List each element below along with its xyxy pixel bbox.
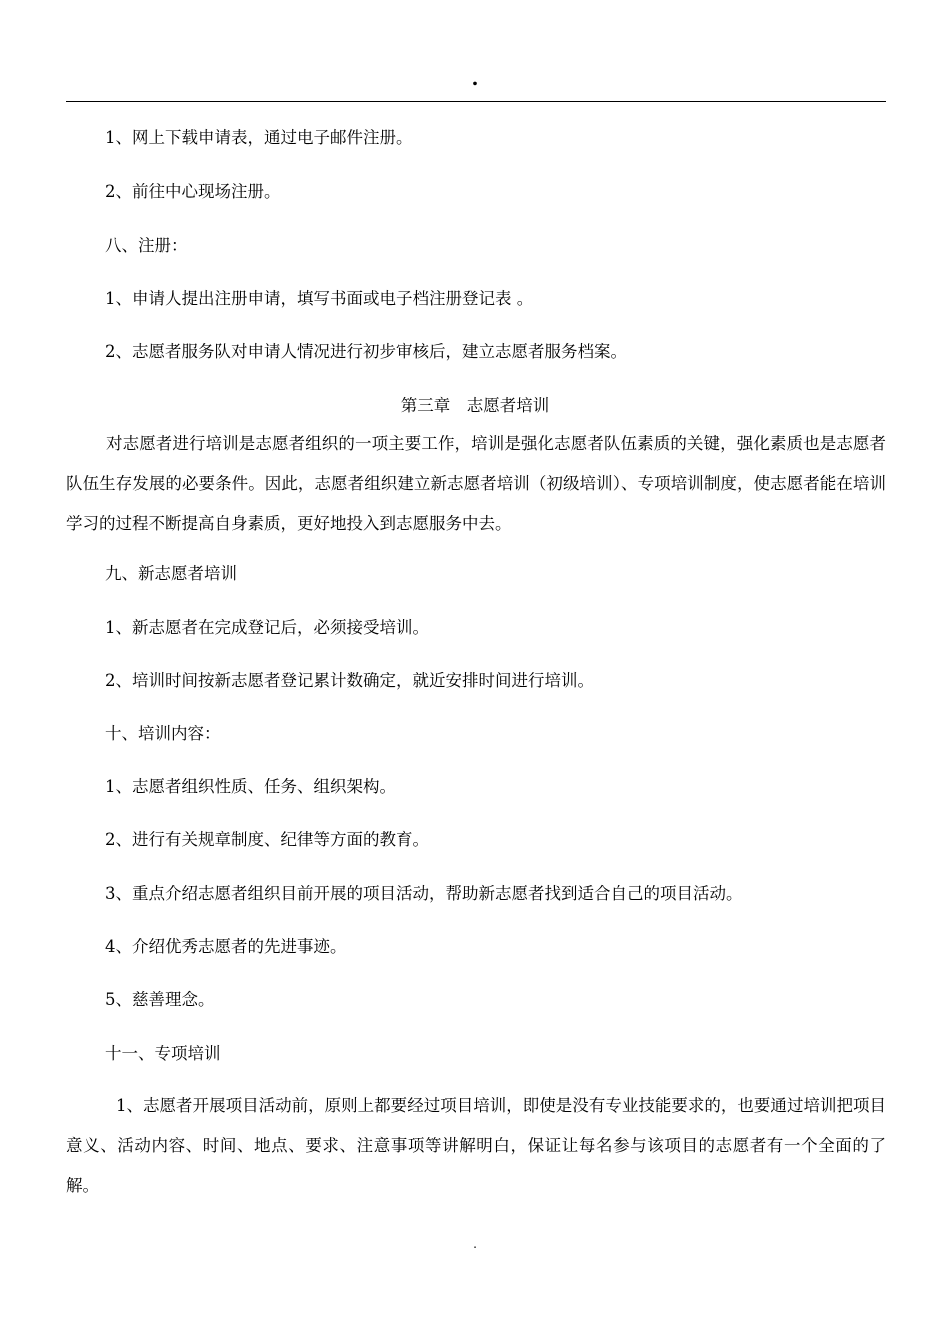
list-item: 3、重点介绍志愿者组织目前开展的项目活动，帮助新志愿者找到适合自己的项目活动。 — [105, 884, 743, 903]
section-heading-8: 八、注册： — [105, 236, 188, 255]
list-item: 1、新志愿者在完成登记后，必须接受培训。 — [105, 618, 429, 637]
list-item: 2、前往中心现场注册。 — [105, 182, 281, 201]
footer-dot: . — [473, 1237, 477, 1251]
list-item: 2、进行有关规章制度、纪律等方面的教育。 — [105, 830, 429, 849]
list-item: 2、培训时间按新志愿者登记累计数确定，就近安排时间进行培训。 — [105, 671, 594, 690]
chapter-title: 第三章 志愿者培训 — [400, 396, 550, 415]
special-training-paragraph: 1、志愿者开展项目活动前，原则上都要经过项目培训，即使是没有专业技能要求的，也要通过培训把项目意义、活动内容、时间、地点、要求、注意事项等讲解明白，保证让每名参与该项目的志愿者有一个全面的了解。 — [66, 1096, 886, 1195]
header-rule — [66, 101, 886, 102]
list-item: 5、慈善理念。 — [105, 990, 215, 1009]
chapter-intro-paragraph: 对志愿者进行培训是志愿者组织的一项主要工作，培训是强化志愿者队伍素质的关键，强化素质也是志愿者队伍生存发展的必要条件。因此，志愿者组织建立新志愿者培训（初级培训）、专项培训制度，使志愿者能在培训学习的过程不断提高自身素质，更好地投入到志愿服务中去。 — [66, 434, 886, 533]
list-item: 1、志愿者组织性质、任务、组织架构。 — [105, 777, 396, 796]
list-item: 1、申请人提出注册申请，填写书面或电子档注册登记表 。 — [105, 289, 534, 308]
list-item: 4、介绍优秀志愿者的先进事迹。 — [105, 937, 347, 956]
list-item: 1、网上下载申请表，通过电子邮件注册。 — [105, 128, 413, 147]
section-heading-10: 十、培训内容： — [105, 724, 221, 743]
section-heading-9: 九、新志愿者培训 — [105, 564, 237, 583]
section-heading-11: 十一、专项培训 — [105, 1044, 221, 1063]
list-item: 2、志愿者服务队对申请人情况进行初步审核后，建立志愿者服务档案。 — [105, 342, 627, 361]
header-dot: . — [471, 66, 479, 90]
